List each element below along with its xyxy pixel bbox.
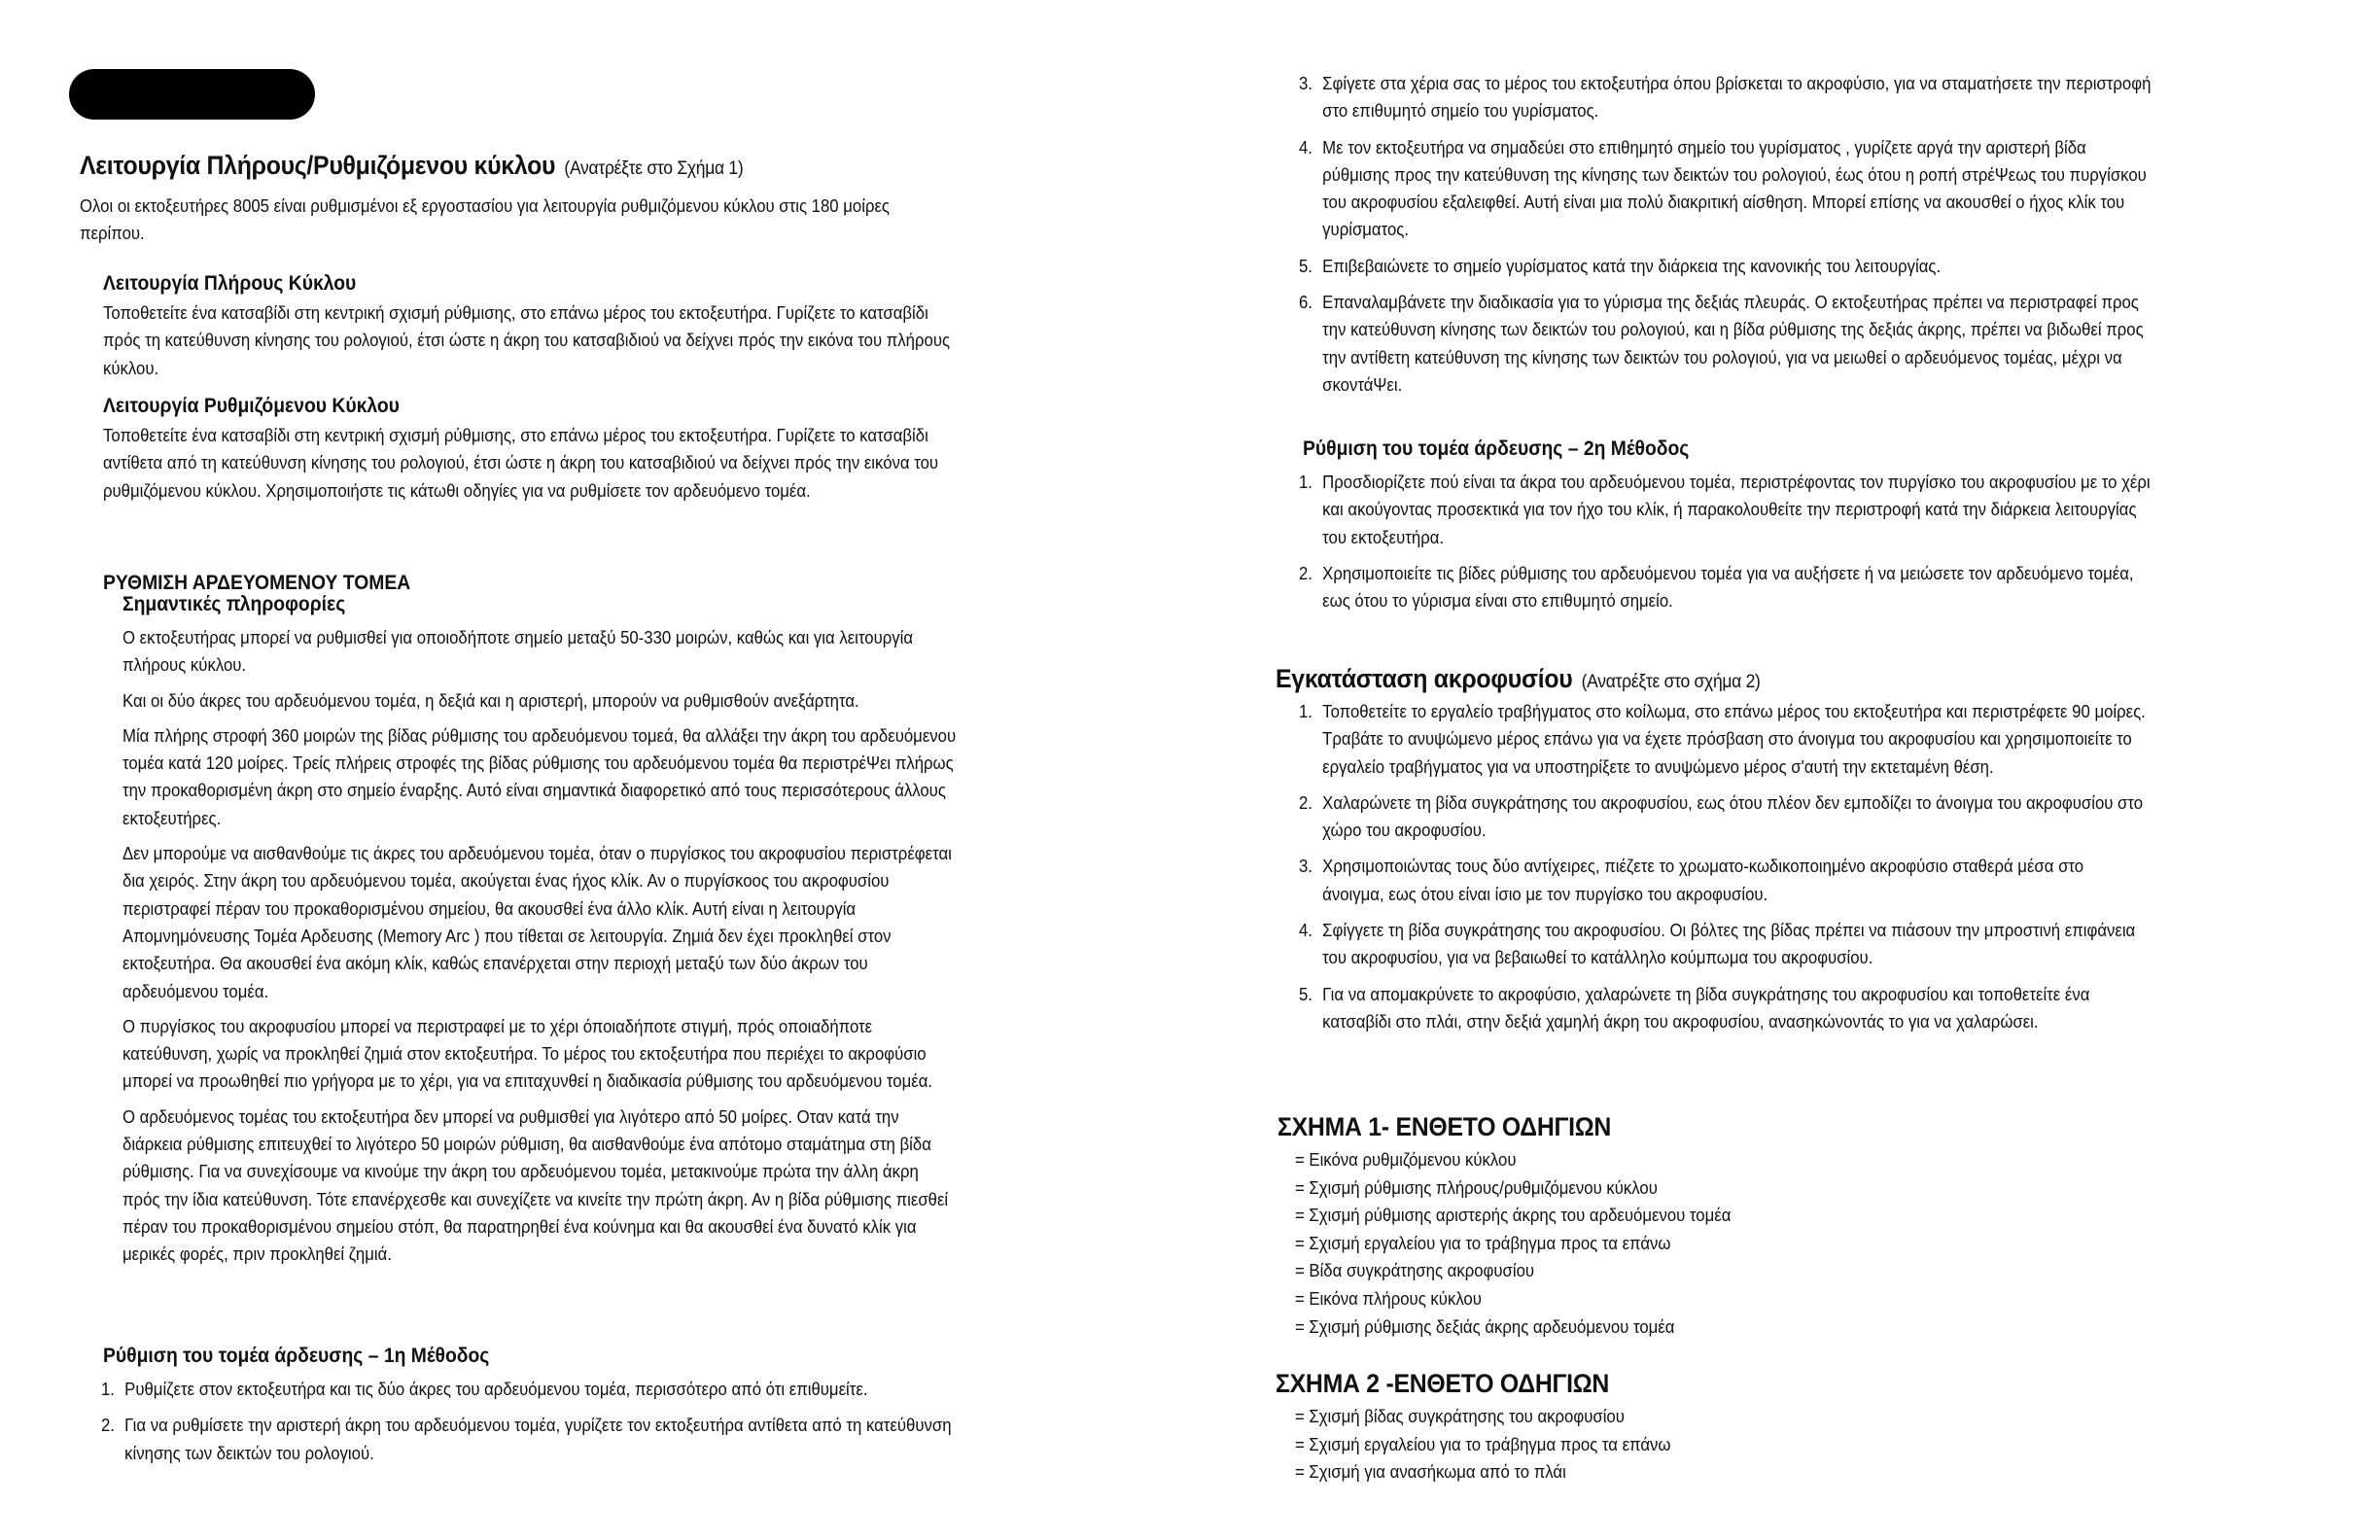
- adjustable-cycle-block: [103, 395, 955, 505]
- full-cycle-block: [103, 272, 955, 382]
- full-cycle-text: Τοποθετείτε ένα κατσαβίδι στη κεντρική σχισμή ρύθμισης, στο επάνω μέρος του εκτοξευτήρα. Γυρίζετε το κατσαβίδι πρός τη κατεύθυνση κίνησης του ρολογιού, έτσι ώστε η άκρη του κατσαβιδιού να δείχνει πρός την εικόνα του πλήρους κύκλου.: [103, 303, 951, 378]
- figure2-legend: [1276, 1369, 2151, 1487]
- step-item: 5. Επιβεβαιώνετε το σημείο γυρίσματος κατά την διάρκεια της κανονικής του λειτουργίας.: [1299, 256, 1942, 276]
- step-item: 2. Χαλαρώνετε τη βίδα συγκράτησης του ακροφυσίου, εως ότου πλέον δεν εμποδίζει το άνοιγμα του ακροφυσίου στο χώρο του ακροφυσίου.: [1299, 792, 2144, 841]
- arc-paragraph: Ο εκτοξευτήρας μπορεί να ρυθμισθεί για οποιοδήποτε σημείο μεταξύ 50-330 μοιρών, καθώς και για λειτουργία πλήρους κύκλου.: [122, 628, 914, 676]
- legend-item: = Σχισμή ρύθμισης αριστερής άκρης του αρδευόμενου τομέα: [1295, 1206, 1732, 1226]
- figure1-title: ΣΧΗΜΑ 1- ΕΝΘΕΤΟ ΟΔΗΓΙΩΝ: [1278, 1112, 1612, 1141]
- legend-item: = Εικόνα πλήρους κύκλου: [1295, 1288, 1482, 1309]
- step-item: 4. Με τον εκτοξευτήρα να σημαδεύει στο επιθημητό σημείο του γυρίσματος , γυρίζετε αργά την αριστερή βίδα ρύθμισης προς την κατεύθυνση της κίνησης των δεικτών του ρολογιού, έως ότου η ροπή στρέΨεως του πυργίσκου του ακροφυσίου εξαλειφθεί. Αυτή είναι μια πολύ διακριτική αίσθηση. Μπορεί επίσης να ακουσθεί ο ήχος κλίκ του γυρίσματος.: [1299, 137, 2147, 240]
- nozzle-note: (Ανατρέξτε στο σχήμα 2): [1581, 672, 1761, 692]
- step-item: 4. Σφίγγετε τη βίδα συγκράτησης του ακροφυσίου. Οι βόλτες της βίδας πρέπει να πιάσουν την μπροστινή επιφάνεια του ακροφυσίου, για να βεβαιωθεί το κατάλληλο κούμπωμα του ακροφυσίου.: [1299, 921, 2136, 968]
- method1-title: Ρύθμιση του τομέα άρδευσης – 1η Μέθοδος: [103, 1345, 490, 1367]
- section-note: (Ανατρέξτε στο Σχήμα 1): [564, 158, 744, 179]
- legend-item: = Σχισμή εργαλείου για το τράβηγμα προς τα επάνω: [1295, 1233, 1671, 1253]
- section-full-adjustable: [80, 151, 955, 248]
- step-item: 5. Για να απομακρύνετε το ακροφύσιο, χαλαρώνετε τη βίδα συγκράτησης του ακροφυσίου και τοποθετείτε ένα κατσαβίδι στο πλάι, στην δεξιά χαμηλή άκρη του ακροφυσίου, ανασηκώνοντάς το για να χαλαρώσει.: [1299, 984, 2090, 1032]
- full-cycle-title: Λειτουργία Πλήρους Κύκλου: [103, 272, 357, 295]
- step-item: 1. Προσδιορίζετε πού είναι τα άκρα του αρδευόμενου τομέα, περιστρέφοντας τον πυργίσκο του ακροφυσίου με το χέρι και ακούγοντας προσεκτικά για τον ήχο του κλίκ, ή παρακολουθείτε την περιστροφή κατά την διάρκεια λειτουργίας του εκτοξευτήρα.: [1299, 472, 2151, 547]
- legend-item: = Σχισμή βίδας συγκράτησης του ακροφυσίου: [1295, 1407, 1625, 1426]
- legend-item: = Σχισμή για ανασήκωμα από το πλάι: [1295, 1462, 1566, 1483]
- step-item: 2. Χρησιμοποιείτε τις βίδες ρύθμισης του αρδευόμενου τομέα για να αυξήσετε ή να μειώσετε τον αρδευόμενο τομέα, εως ότου το γύρισμα είναι στο επιθυμητό σημείο.: [1299, 563, 2134, 612]
- arc-paragraph: Ο αρδευόμενος τομέας του εκτοξευτήρα δεν μπορεί να ρυθμισθεί για λιγότερο από 50 μοίρες. Οταν κατά την διάρκεια ρύθμισης επιτευχθεί το λιγότερο 50 μοιρών ρύθμιση, θα αισθανθούμε ένα απότομο σταμάτημα στη βίδα ρύθμισης. Για να συνεχίσουμε να κινούμε την άκρη του αρδευόμενου τομέα, μετακινούμε πρώτα την άλλη άκρη πρός την ίδια κατεύθυνση. Τότε επανέρχεσθε και συνεχίζετε να κινείτε την πρώτη άκρη. Αν η βίδα ρύθμισης πιεσθεί πέραν του προκαθορισμένου σημείου στόπ, θα παρατηρηθεί ένα κούνημα και θα ακουσθεί ένα δυνατό κλίκ για μερικές φορές, πριν προκληθεί ζημιά.: [122, 1106, 949, 1265]
- method2-block: [1299, 438, 2158, 614]
- nozzle-title: Εγκατάσταση ακροφυσίου (Ανατρέξτε στο σχήμα 2): [1276, 664, 1761, 693]
- step-item: 3. Χρησιμοποιώντας τους δύο αντίχειρες, πιέζετε το χρωματο-κωδικοποιημένο ακροφύσιο σταθερά μέσα στο άνοιγμα, εως ότου είναι ίσιο με τον πυργίσκο του ακροφυσίου.: [1299, 857, 2084, 904]
- step-item: 2. Για να ρυθμίσετε την αριστερή άκρη του αρδευόμενου τομέα, γυρίζετε τον εκτοξευτήρα αντίθετα από τη κατεύθυνση κίνησης των δεικτών του ρολογιού.: [101, 1416, 952, 1463]
- adjustable-cycle-title: Λειτουργία Ρυθμιζόμενου Κύκλου: [103, 395, 400, 417]
- arc-paragraph: Ο πυργίσκος του ακροφυσίου μπορεί να περιστραφεί με το χέρι όποιαδήποτε στιγμή, πρός οποιαδήποτε κατεύθυνση, χωρίς να προκληθεί ζημιά στον εκτοξευτήρα. Το μέρος του εκτοξευτήρα που περιέχει το ακροφύσιο μπορεί να προωθηθεί πιο γρήγορα με το χέρι, για να επιταχυνθεί η διαδικασία ρύθμισης του αρδευόμενου τομέα.: [122, 1016, 933, 1092]
- page-header-tab: [69, 69, 315, 120]
- method2-title: Ρύθμιση του τομέα άρδευσης – 2η Μέθοδος: [1303, 438, 1690, 460]
- nozzle-steps: [1299, 698, 2149, 1035]
- legend-item: = Εικόνα ρυθμιζόμενου κύκλου: [1295, 1150, 1517, 1170]
- arc-paragraph: Δεν μπορούμε να αισθανθούμε τις άκρες του αρδευόμενου τομέα, όταν ο πυργίσκος του ακροφυσίου περιστρέφεται δια χειρός. Στην άκρη του αρδευόμενου τομέα, ακούγεται ένας ήχος κλίκ. Αν ο πυργίσκοος του ακροφυσίου περιστραφεί πέραν του προκαθορισμένου σημείου, θα ακουσθεί ένα άλλο κλίκ. Αυτή είναι η λειτουργία Απομνημόνευσης Τομέα Αρδευσης (Memory Arc ) που τίθεται σε λειτουργία. Ζημιά δεν έχει προκληθεί στον εκτοξευτήρα. Θα ακουσθεί ένα ακόμη κλίκ, καθώς επανέρχεται στην περιοχή μεταξύ των δύο άκρων του αρδευόμενου τομέα.: [122, 844, 952, 1001]
- step-item: 6. Επαναλαμβάνετε την διαδικασία για το γύρισμα της δεξιάς πλευράς. Ο εκτοξευτήρας πρέπει να περιστραφεί προς την κατεύθυνση κίνησης των δεικτών του ρολογιού, και η βίδα ρύθμισης της δεξιάς άκρης, πρέπει να βιδωθεί προς την αντίθετη κατεύθυνση της κίνησης των δεικτών του ρολογιού, για να μειωθεί ο αρδευόμενος τομέας, μέχρι να σκοντάΨει.: [1299, 293, 2144, 395]
- section-title: Λειτουργία Πλήρους/Ρυθμιζόμενου κύκλου (Ανατρέξτε στο Σχήμα 1): [80, 151, 744, 180]
- step-item: 1. Ρυθμίζετε στον εκτοξευτήρα και τις δύο άκρες του αρδευόμενου τομέα, περισσότερο από ότι επιθυμείτε.: [101, 1380, 868, 1399]
- method2-steps: [1299, 469, 2152, 614]
- legend-item: = Βίδα συγκράτησης ακροφυσίου: [1295, 1261, 1535, 1281]
- arc-setting-title: ΡΥΘΜΙΣΗ ΑΡΔΕΥΟΜΕΝΟΥ ΤΟΜΕΑ: [103, 572, 411, 594]
- figure1-legend: [1278, 1112, 2152, 1341]
- adjustable-cycle-text: Τοποθετείτε ένα κατσαβίδι στη κεντρική σχισμή ρύθμισης, στο επάνω μέρος του εκτοξευτήρα. Γυρίζετε το κατσαβίδι αντίθετα από τη κατεύθυνση κίνησης του ρολογιού, έτσι ώστε η άκρη του κατσαβιδιού να δείχνει πρός την εικόνα του ρυθμιζόμενου κύκλου. Χρησιμοποιήστε τις κάτωθι οδηγίες για να ρυθμίσετε τον αρδευόμενο τομέα.: [103, 426, 939, 501]
- arc-paragraph: Μία πλήρης στροφή 360 μοιρών της βίδας ρύθμισης του αρδευόμενου τομεά, θα αλλάξει την άκρη του αρδευόμενου τομέα κατά 120 μοίρες. Τρείς πλήρεις στροφές της βίδας ρύθμισης του αρδευόμενου τομέα θα περιστρέΨει πλήρως την προκαθορισμένη άκρη στο σημείο έναρξης. Αυτό είναι σημαντικά διαφορετικό από τους περισσότερους άλλους εκτοξευτήρες.: [122, 725, 957, 828]
- method1-steps: [101, 1376, 955, 1467]
- section-intro: Ολοι οι εκτοξευτήρες 8005 είναι ρυθμισμένοι εξ εργοστασίου για λειτουργία ρυθμιζόμενου κύκλου στις 180 μοίρες περίπου.: [80, 196, 891, 244]
- figure1-items: [1295, 1146, 2092, 1341]
- figure2-items: [1295, 1403, 2090, 1487]
- method1-steps-cont: [1299, 70, 2152, 399]
- arc-setting-subtitle: Σημαντικές πληροφορίες: [122, 593, 346, 615]
- step-item: 1. Τοποθετείτε το εργαλείο τραβήγματος στο κοίλωμα, στο επάνω μέρος του εκτοξευτήρα και περιστρέφετε 90 μοίρες. Τραβάτε το ανυψώμενο μέρος επάνω για να έχετε πρόσβαση στο άνοιγμα του ακροφυσίου και χρησιμοποιείτε το εργαλείο τραβήγματος για να υποστηρίξετε το ανυψώμενο μέρος σ'αυτή την εκτεταμένη θέση.: [1299, 702, 2146, 777]
- legend-item: = Σχισμή ρύθμισης δεξιάς άκρης αρδευόμενου τομέα: [1295, 1316, 1675, 1337]
- legend-item: = Σχισμή εργαλείου για το τράβηγμα προς τα επάνω: [1295, 1434, 1671, 1454]
- arc-paragraph: Και οι δύο άκρες του αρδευόμενου τομέα, η δεξιά και η αριστερή, μπορούν να ρυθμισθούν ανεξάρτητα.: [122, 690, 859, 711]
- step-item: 3. Σφίγετε στα χέρια σας το μέρος του εκτοξευτήρα όπου βρίσκεται το ακροφύσιο, για να σταματήσετε την περιστροφή στο επιθυμητό σημείο του γυρίσματος.: [1299, 74, 2152, 122]
- arc-setting-block: [103, 572, 959, 1269]
- method1-continued: [1299, 70, 2154, 399]
- nozzle-block: [1276, 664, 2151, 1035]
- figure2-title: ΣΧΗΜΑ 2 -ΕΝΘΕΤΟ ΟΔΗΓΙΩΝ: [1276, 1369, 1610, 1398]
- method1-block: [103, 1345, 959, 1467]
- legend-item: = Σχισμή ρύθμισης πλήρους/ρυθμιζόμενου κύκλου: [1295, 1177, 1658, 1198]
